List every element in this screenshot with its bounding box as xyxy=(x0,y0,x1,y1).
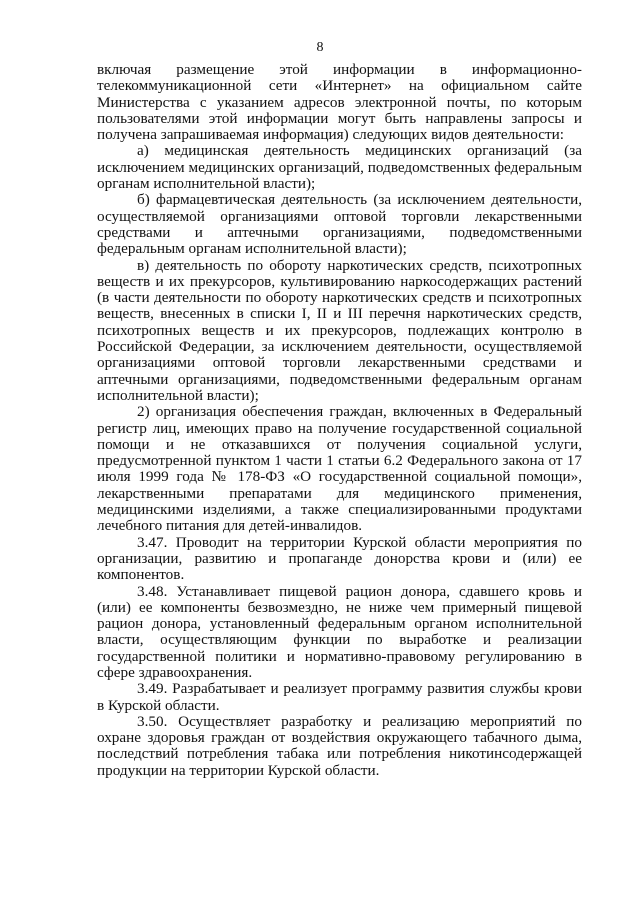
paragraph-3-50: 3.50. Осуществляет разработку и реализацию мероприятий по охране здоровья граждан от воздействия окружающего табачного дыма, последствий потребления табака или потребления никотинсодержащей продукции на территории Курской области. xyxy=(97,712,582,779)
page-number: 8 xyxy=(316,40,324,55)
paragraph-item-b: б) фармацевтическая деятельность (за исключением деятельности, осуществляемой организациями оптовой торговли лекарственными средствами и аптечными организациями, подведомственными федеральным органам исполнительной власти); xyxy=(97,191,582,258)
paragraph-3-49: 3.49. Разрабатывает и реализует программу развития службы крови в Курской области. xyxy=(97,680,582,714)
paragraph-item-a: а) медицинская деятельность медицинских организаций (за исключением медицинских организаций, подведомственных федеральным органам исполнительной власти); xyxy=(97,142,582,193)
paragraph-item-v: в) деятельность по обороту наркотических средств, психотропных веществ и их прекурсоров, культивированию наркосодержащих растений (в части деятельности по обороту наркотических средств и психотропных веществ, внесенных в списки I, II и III перечня наркотических средств, психотропных веществ и их прекурсоров, подлежащих контролю в Российской Федерации, за исключением деятельности, осуществляемой организациями оптовой торговли лекарственными средствами и аптечными организациями, подведомственными федеральным органам исполнительной власти); xyxy=(97,256,582,404)
paragraph-3-47: 3.47. Проводит на территории Курской области мероприятия по организации, развитию и пропаганде донорства крови и (или) ее компонентов. xyxy=(97,533,582,584)
document-body xyxy=(97,62,582,779)
paragraph-item-2: 2) организация обеспечения граждан, включенных в Федеральный регистр лиц, имеющих право на получение государственной социальной помощи и не отказавшихся от получения социальной услуги, предусмотренной пунктом 1 части 1 статьи 6.2 Федерального закона от 17 июля 1999 года № 178-ФЗ «О государственной социальной помощи», лекарственными препаратами для медицинского применения, медицинскими изделиями, а также специализированными продуктами лечебного питания для детей-инвалидов. xyxy=(97,403,582,535)
paragraph-intro: включая размещение этой информации в информационно-телекоммуникационной сети «Интернет» на официальном сайте Министерства с указанием адресов электронной почты, по которым пользователями этой информации могут быть направлены запросы и получена запрашиваемая информация) следующих видов деятельности: xyxy=(97,61,582,144)
paragraph-3-48: 3.48. Устанавливает пищевой рацион донора, сдавшего кровь и (или) ее компоненты безвозмездно, не ниже чем примерный пищевой рацион донора, установленный федеральным органом исполнительной власти, осуществляющим функции по выработке и реализации государственной политики и нормативно-правовому регулированию в сфере здравоохранения. xyxy=(97,582,582,681)
